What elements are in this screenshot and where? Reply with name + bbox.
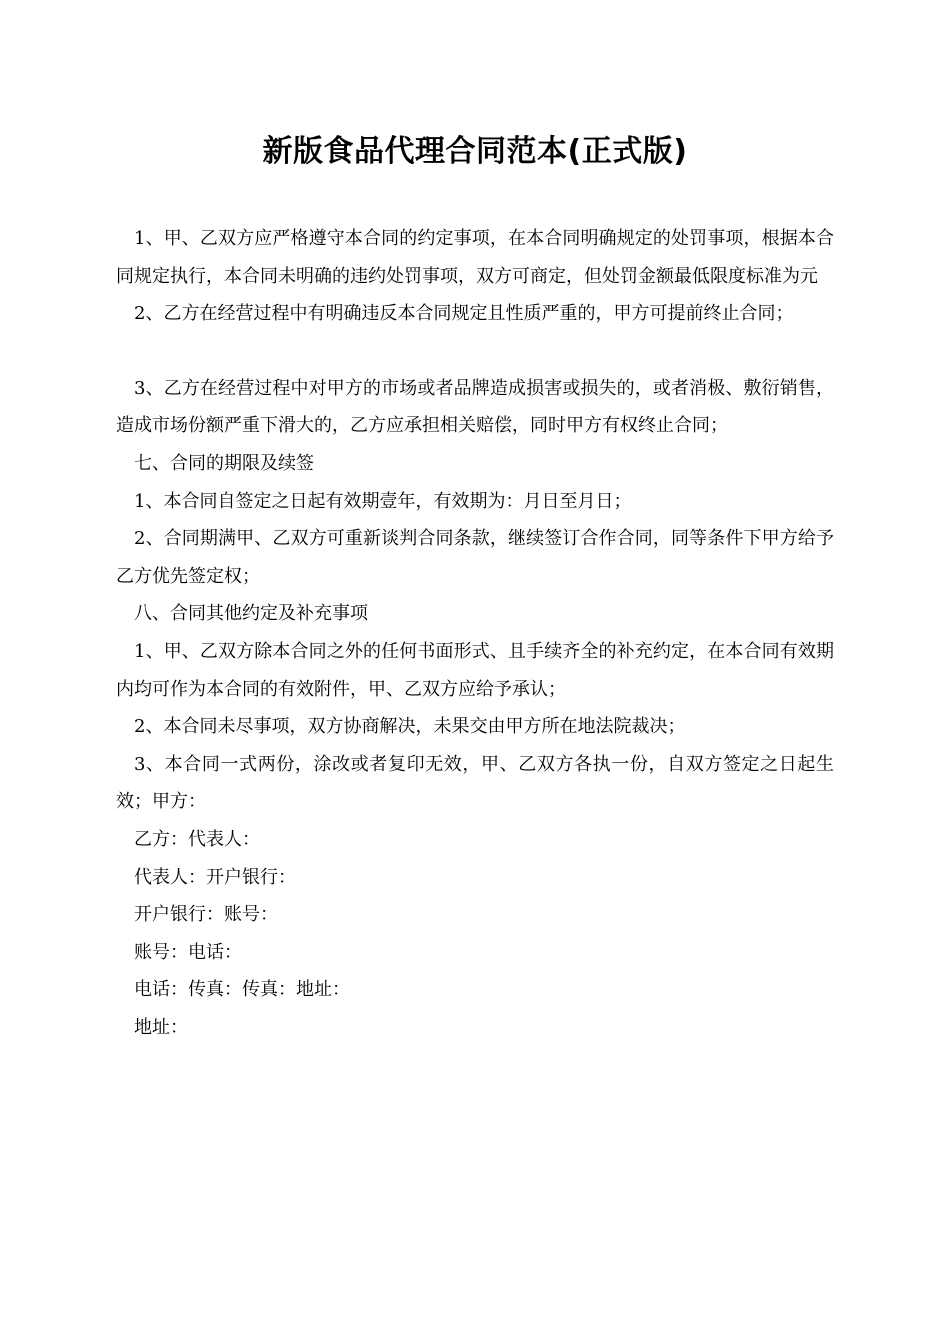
signature-line: 乙方：代表人： xyxy=(134,828,260,850)
clause-paragraph: 2、本合同未尽事项，双方协商解决，未果交由甲方所在地法院裁决； xyxy=(134,716,686,738)
document-body xyxy=(116,220,834,1046)
clause-paragraph: 1、甲、乙双方应严格遵守本合同的约定事项，在本合同明确规定的处罚事项，根据本合同规定执行，本合同未明确的违约处罚事项，双方可商定，但处罚金额最低限度标准为元 xyxy=(116,228,834,287)
document-title: 新版食品代理合同范本(正式版) xyxy=(262,134,688,169)
clause-paragraph: 3、本合同一式两份，涂改或者复印无效，甲、乙双方各执一份，自双方签定之日起生效；甲方： xyxy=(116,753,834,813)
clause-paragraph: 2、乙方在经营过程中有明确违反本合同规定且性质严重的，甲方可提前终止合同； xyxy=(134,303,794,325)
clause-paragraph: 2、合同期满甲、乙双方可重新谈判合同条款，继续签订合作合同，同等条件下甲方给予乙方优先签定权； xyxy=(116,528,834,587)
section-heading: 七、合同的期限及续签 xyxy=(134,452,314,474)
clause-paragraph: 3、乙方在经营过程中对甲方的市场或者品牌造成损害或损失的，或者消极、敷衍销售，造成市场份额严重下滑大的，乙方应承担相关赔偿，同时甲方有权终止合同； xyxy=(116,377,834,437)
signature-line: 电话：传真：传真：地址： xyxy=(134,979,350,1001)
signature-line: 开户银行：账号： xyxy=(134,904,278,926)
signature-line: 代表人：开户银行： xyxy=(134,866,296,888)
section-heading: 八、合同其他约定及补充事项 xyxy=(134,603,368,625)
blank-line xyxy=(116,333,834,370)
clause-paragraph: 1、甲、乙双方除本合同之外的任何书面形式、且手续齐全的补充约定，在本合同有效期内均可作为本合同的有效附件，甲、乙双方应给予承认； xyxy=(116,640,834,700)
clause-paragraph: 1、本合同自签定之日起有效期壹年，有效期为：月日至月日； xyxy=(134,490,632,512)
signature-line: 地址： xyxy=(134,1016,188,1038)
signature-line: 账号：电话： xyxy=(134,941,242,963)
